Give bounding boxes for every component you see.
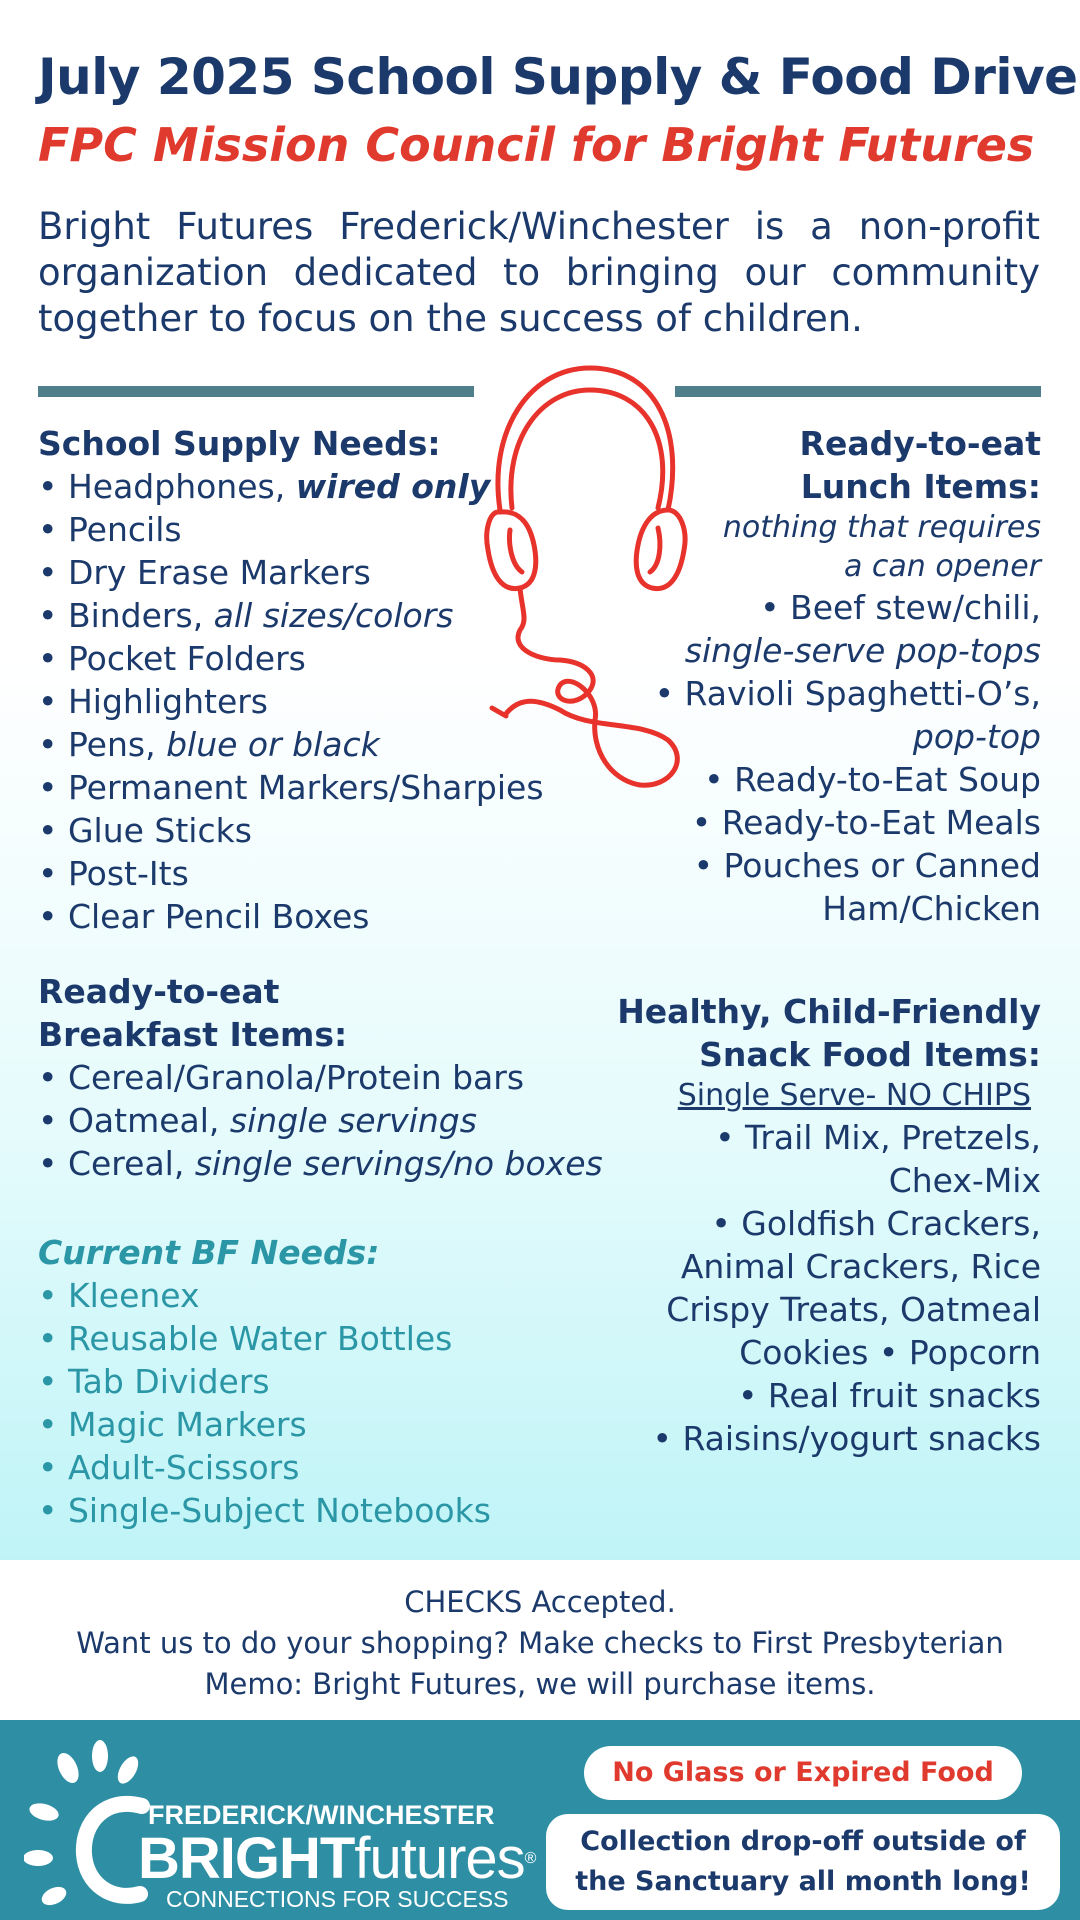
list-item-text: • Cereal/Granola/Protein bars (38, 1058, 525, 1097)
list-item: • Raisins/yogurt snacks (652, 1419, 1041, 1458)
list-item-text: • Cereal, (38, 1144, 195, 1183)
lunch-note-line2: a can opener (843, 549, 1041, 584)
list-item (38, 852, 598, 895)
divider-left (38, 386, 474, 397)
snacks-heading-line2: Snack Food Items: (699, 1035, 1041, 1074)
lunch-section (600, 422, 1041, 930)
school-supply-heading: School Supply Needs: (38, 424, 441, 463)
list-item: Chex-Mix (888, 1161, 1041, 1200)
list-item (38, 1142, 618, 1185)
list-item-text: • Post-Its (38, 854, 189, 893)
list-item: single-serve pop-tops (684, 631, 1041, 670)
list-item (38, 1056, 618, 1099)
list-item-text: • Oatmeal, (38, 1101, 230, 1140)
school-supply-section (38, 422, 598, 938)
list-item (38, 465, 598, 508)
list-item (38, 551, 598, 594)
list-item-text: • Headphones, (38, 467, 296, 506)
dropoff-line1: Collection drop-off outside of (580, 1826, 1026, 1857)
list-item: • Real fruit snacks (737, 1376, 1041, 1415)
list-item: • Adult-Scissors (38, 1448, 300, 1487)
list-item (38, 723, 598, 766)
dropoff-line2: the Sanctuary all month long! (575, 1866, 1031, 1897)
list-item-text: • Dry Erase Markers (38, 553, 371, 592)
list-item-text: • Glue Sticks (38, 811, 252, 850)
breakfast-list (38, 1056, 618, 1185)
list-item (38, 809, 598, 852)
page-title: July 2025 School Supply & Food Drive (38, 48, 1078, 106)
list-item: • Goldfish Crackers, (711, 1204, 1041, 1243)
list-item: Animal Crackers, Rice (680, 1247, 1041, 1286)
list-item: • Kleenex (38, 1276, 200, 1315)
list-item (38, 766, 598, 809)
list-item (38, 508, 598, 551)
checks-notice (0, 1582, 1080, 1705)
snacks-section (600, 990, 1041, 1460)
list-item: • Beef stew/chili, (760, 588, 1041, 627)
list-item: • Magic Markers (38, 1405, 307, 1444)
list-item: • Pouches or Canned (693, 846, 1041, 885)
list-item-text: • Highlighters (38, 682, 269, 721)
list-item-text: • Pens, (38, 725, 167, 764)
snacks-list (600, 1116, 1041, 1460)
school-supply-list (38, 465, 598, 938)
no-glass-badge: No Glass or Expired Food (584, 1746, 1022, 1800)
checks-line1: CHECKS Accepted. (404, 1585, 676, 1619)
list-item: pop-top (912, 717, 1041, 756)
list-item-text: • Pocket Folders (38, 639, 306, 678)
logo-registered: ® (524, 1850, 536, 1867)
logo-futures: futures (354, 1826, 525, 1891)
list-item (38, 1099, 618, 1142)
current-needs-heading: Current BF Needs: (38, 1233, 380, 1272)
divider-right (675, 386, 1041, 397)
checks-line2: Want us to do your shopping? Make checks to First Presbyterian (76, 1626, 1004, 1660)
list-item: Ham/Chicken (822, 889, 1041, 928)
list-item-text: • Binders, (38, 596, 214, 635)
list-item (38, 680, 598, 723)
list-item: Cookies • Popcorn (739, 1333, 1041, 1372)
current-needs-section (38, 1231, 598, 1532)
list-item-note: single servings/no boxes (194, 1144, 603, 1183)
list-item: • Ready-to-Eat Meals (691, 803, 1041, 842)
list-item-note: single servings (229, 1101, 477, 1140)
list-item-note: blue or black (166, 725, 380, 764)
list-item: Crispy Treats, Oatmeal (666, 1290, 1041, 1329)
checks-line3: Memo: Bright Futures, we will purchase items. (204, 1667, 876, 1701)
logo-bright: BRIGHT (138, 1826, 355, 1891)
list-item: • Ready-to-Eat Soup (704, 760, 1041, 799)
breakfast-heading-line2: Breakfast Items: (38, 1015, 348, 1054)
intro-paragraph: Bright Futures Frederick/Winchester is a non-profit organization dedicated to bringing our community together to focus on the success of children. (38, 205, 1040, 340)
snacks-subheading: Single Serve- NO CHIPS (677, 1078, 1031, 1113)
page-subtitle: FPC Mission Council for Bright Futures (38, 118, 1035, 172)
list-item (38, 895, 598, 938)
lunch-note-line1: nothing that requires (722, 510, 1041, 545)
logo-wordmark (138, 1828, 535, 1890)
dropoff-badge (546, 1814, 1060, 1910)
list-item: • Tab Dividers (38, 1362, 270, 1401)
lunch-heading-line1: Ready-to-eat (799, 424, 1041, 463)
logo-line1: FREDERICK/WINCHESTER (148, 1800, 495, 1830)
lunch-heading-line2: Lunch Items: (800, 467, 1041, 506)
current-needs-list (38, 1274, 598, 1532)
list-item (38, 594, 598, 637)
list-item: • Reusable Water Bottles (38, 1319, 453, 1358)
breakfast-section (38, 970, 618, 1185)
lunch-list (600, 586, 1041, 930)
footer-bar (0, 1720, 1080, 1920)
list-item: • Single-Subject Notebooks (38, 1491, 491, 1530)
snacks-heading-line1: Healthy, Child-Friendly (617, 992, 1041, 1031)
breakfast-heading-line1: Ready-to-eat (38, 972, 280, 1011)
list-item: • Ravioli Spaghetti-O’s, (654, 674, 1041, 713)
bright-futures-logo (24, 1734, 544, 1910)
sunburst-icon (24, 1734, 154, 1910)
list-item-text: • Pencils (38, 510, 182, 549)
list-item-note: wired only (295, 467, 491, 506)
list-item-note: all sizes/colors (213, 596, 454, 635)
list-item: • Trail Mix, Pretzels, (715, 1118, 1041, 1157)
list-item (38, 637, 598, 680)
logo-tagline: CONNECTIONS FOR SUCCESS (166, 1886, 509, 1912)
list-item-text: • Clear Pencil Boxes (38, 897, 370, 936)
list-item-text: • Permanent Markers/Sharpies (38, 768, 544, 807)
